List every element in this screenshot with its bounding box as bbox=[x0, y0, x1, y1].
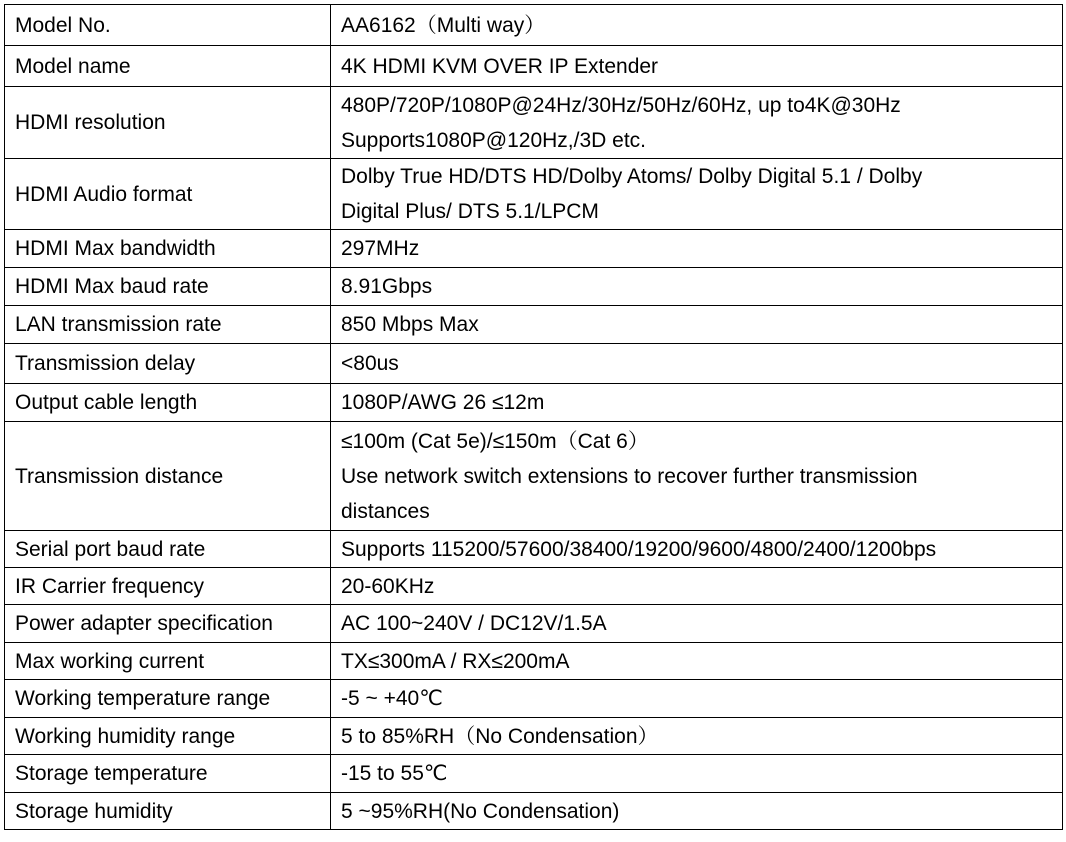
spec-label: HDMI resolution bbox=[5, 87, 331, 159]
table-row bbox=[5, 422, 1063, 531]
spec-value bbox=[331, 306, 1063, 344]
spec-value-line: -15 to 55℃ bbox=[341, 762, 448, 785]
spec-value-line: 1080P/AWG 26 ≤12m bbox=[341, 391, 545, 414]
spec-label: Transmission delay bbox=[5, 344, 331, 384]
spec-value bbox=[331, 755, 1063, 793]
spec-value-line: Supports1080P@120Hz,/3D etc. bbox=[341, 128, 646, 152]
spec-value bbox=[331, 605, 1063, 643]
spec-label: Storage temperature bbox=[5, 755, 331, 793]
spec-label: Model name bbox=[5, 46, 331, 87]
table-row bbox=[5, 605, 1063, 643]
spec-value-line: AA6162（Multi way） bbox=[341, 13, 546, 37]
spec-value bbox=[331, 718, 1063, 755]
spec-value-line: 480P/720P/1080P@24Hz/30Hz/50Hz/60Hz, up to4K@30Hz bbox=[341, 93, 901, 117]
table-row bbox=[5, 384, 1063, 422]
table-row bbox=[5, 568, 1063, 605]
spec-value bbox=[331, 643, 1063, 680]
table-row bbox=[5, 159, 1063, 230]
spec-label: Working temperature range bbox=[5, 680, 331, 718]
spec-label: Model No. bbox=[5, 5, 331, 46]
table-row bbox=[5, 306, 1063, 344]
spec-label: HDMI Audio format bbox=[5, 159, 331, 230]
spec-value bbox=[331, 344, 1063, 384]
table-row bbox=[5, 680, 1063, 718]
spec-value bbox=[331, 159, 1063, 230]
spec-value-line: 20-60KHz bbox=[341, 574, 435, 598]
spec-label: HDMI Max bandwidth bbox=[5, 230, 331, 268]
spec-label: IR Carrier frequency bbox=[5, 568, 331, 605]
spec-label: Transmission distance bbox=[5, 422, 331, 531]
spec-label: Storage humidity bbox=[5, 793, 331, 830]
spec-value-line: Dolby True HD/DTS HD/Dolby Atoms/ Dolby Digital 5.1 / Dolby bbox=[341, 165, 923, 188]
spec-value-line: Use network switch extensions to recover further transmission bbox=[341, 464, 918, 488]
specification-table-body bbox=[5, 5, 1063, 830]
spec-value bbox=[331, 46, 1063, 87]
spec-value-line: TX≤300mA / RX≤200mA bbox=[341, 649, 570, 673]
spec-value-line: 5 to 85%RH（No Condensation） bbox=[341, 724, 659, 748]
spec-label: Serial port baud rate bbox=[5, 531, 331, 568]
table-row bbox=[5, 46, 1063, 87]
spec-value-line: <80us bbox=[341, 352, 399, 375]
spec-value-line: Supports 115200/57600/38400/19200/9600/4800/2400/1200bps bbox=[341, 537, 937, 561]
spec-label: HDMI Max baud rate bbox=[5, 268, 331, 306]
spec-value-line: Digital Plus/ DTS 5.1/LPCM bbox=[341, 200, 599, 223]
spec-value-line: ≤100m (Cat 5e)/≤150m（Cat 6） bbox=[341, 429, 649, 453]
specification-table bbox=[4, 4, 1063, 830]
spec-value-line: 297MHz bbox=[341, 237, 420, 260]
spec-value bbox=[331, 230, 1063, 268]
spec-label: Power adapter specification bbox=[5, 605, 331, 643]
spec-value bbox=[331, 793, 1063, 830]
spec-label: Max working current bbox=[5, 643, 331, 680]
spec-value-line: distances bbox=[341, 499, 430, 523]
spec-value-line: 850 Mbps Max bbox=[341, 313, 479, 336]
spec-value-line: 4K HDMI KVM OVER IP Extender bbox=[341, 54, 659, 78]
spec-value bbox=[331, 422, 1063, 531]
spec-value bbox=[331, 531, 1063, 568]
table-row bbox=[5, 5, 1063, 46]
table-row bbox=[5, 718, 1063, 755]
table-row bbox=[5, 230, 1063, 268]
spec-value bbox=[331, 568, 1063, 605]
spec-value bbox=[331, 268, 1063, 306]
table-row bbox=[5, 344, 1063, 384]
spec-value bbox=[331, 384, 1063, 422]
spec-value-line: AC 100~240V / DC12V/1.5A bbox=[341, 612, 607, 635]
spec-value bbox=[331, 5, 1063, 46]
table-row bbox=[5, 87, 1063, 159]
spec-label: Working humidity range bbox=[5, 718, 331, 755]
spec-label: LAN transmission rate bbox=[5, 306, 331, 344]
spec-value-line: 8.91Gbps bbox=[341, 275, 433, 298]
spec-value-line: -5 ~ +40℃ bbox=[341, 687, 443, 710]
table-row bbox=[5, 531, 1063, 568]
spec-value-line: 5 ~95%RH(No Condensation) bbox=[341, 799, 620, 823]
table-row bbox=[5, 268, 1063, 306]
spec-value bbox=[331, 87, 1063, 159]
table-row bbox=[5, 643, 1063, 680]
spec-label: Output cable length bbox=[5, 384, 331, 422]
table-row bbox=[5, 755, 1063, 793]
spec-value bbox=[331, 680, 1063, 718]
table-row bbox=[5, 793, 1063, 830]
